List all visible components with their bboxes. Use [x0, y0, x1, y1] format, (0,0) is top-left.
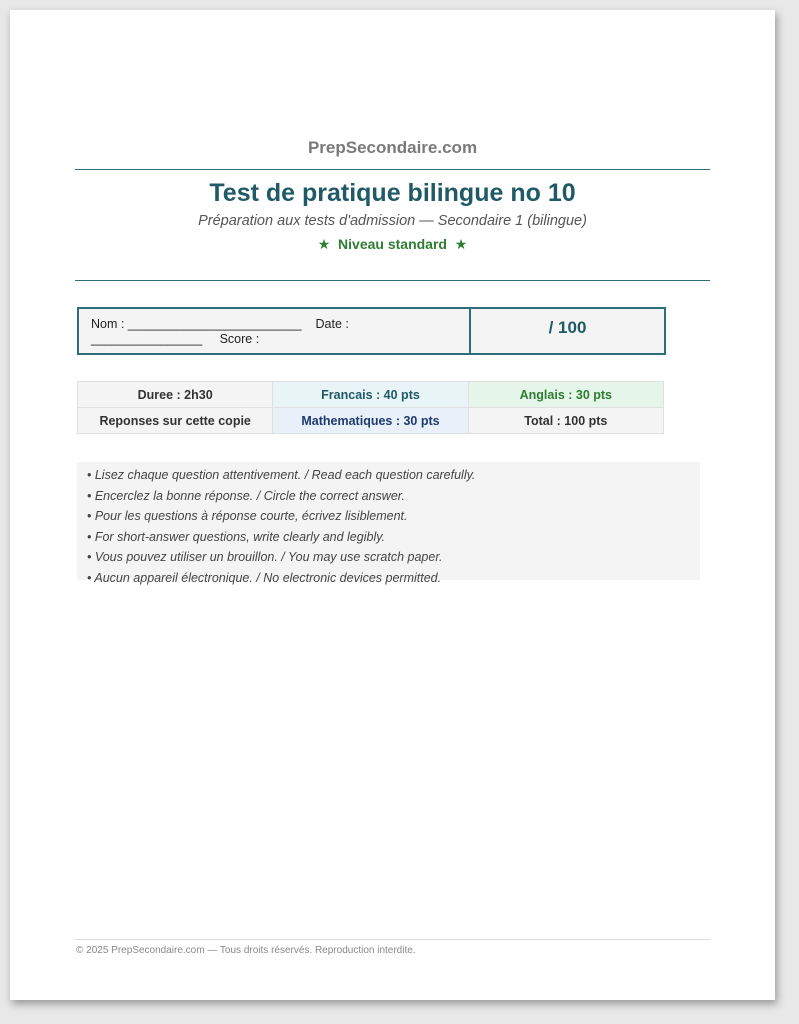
instructions-box	[77, 462, 700, 585]
list-item: • Pour les questions à réponse courte, écrivez lisiblement.	[87, 509, 408, 524]
list-item: • Aucun appareil électronique. / No electronic devices permitted.	[87, 570, 442, 585]
total-points-cell: Total : 100 pts	[468, 408, 663, 434]
header-top-rule	[75, 169, 710, 170]
student-info-fields[interactable]	[79, 309, 471, 353]
list-item: • Vous pouvez utiliser un brouillon. / You may use scratch paper.	[87, 550, 443, 565]
duration-cell: Duree : 2h30	[78, 382, 273, 408]
list-item: • For short-answer questions, write clearly and legibly.	[87, 529, 386, 544]
list-item: • Encerclez la bonne réponse. / Circle the correct answer.	[87, 488, 405, 503]
name-date-line: Nom : _________________________ Date :	[91, 317, 349, 331]
footer-rule	[75, 939, 710, 940]
exam-page	[10, 10, 775, 1000]
points-table	[77, 381, 664, 434]
star-icon: ★	[317, 236, 331, 252]
french-points-cell: Francais : 40 pts	[273, 382, 468, 408]
level-label: Niveau standard	[338, 236, 447, 252]
star-icon: ★	[454, 236, 468, 252]
score-total: / 100	[471, 309, 664, 353]
list-item: • Lisez chaque question attentivement. / Read each question carefully.	[87, 468, 476, 482]
instructions-list	[77, 462, 700, 589]
site-name: PrepSecondaire.com	[307, 138, 478, 157]
table-row	[78, 408, 664, 434]
answers-note-cell: Reponses sur cette copie	[78, 408, 273, 434]
header-bottom-rule	[75, 280, 710, 281]
level-badge	[10, 236, 775, 253]
page-title: Test de pratique bilingue no 10	[209, 179, 576, 207]
english-points-cell: Anglais : 30 pts	[468, 382, 663, 408]
page-subtitle: Préparation aux tests d'admission — Secondaire 1 (bilingue)	[198, 213, 587, 229]
math-points-cell: Mathematiques : 30 pts	[273, 408, 468, 434]
footer-copyright: © 2025 PrepSecondaire.com — Tous droits réservés. Reproduction interdite.	[76, 945, 416, 956]
table-row	[78, 382, 664, 408]
student-info-box	[77, 307, 666, 355]
score-line: ________________ Score :	[91, 332, 260, 346]
